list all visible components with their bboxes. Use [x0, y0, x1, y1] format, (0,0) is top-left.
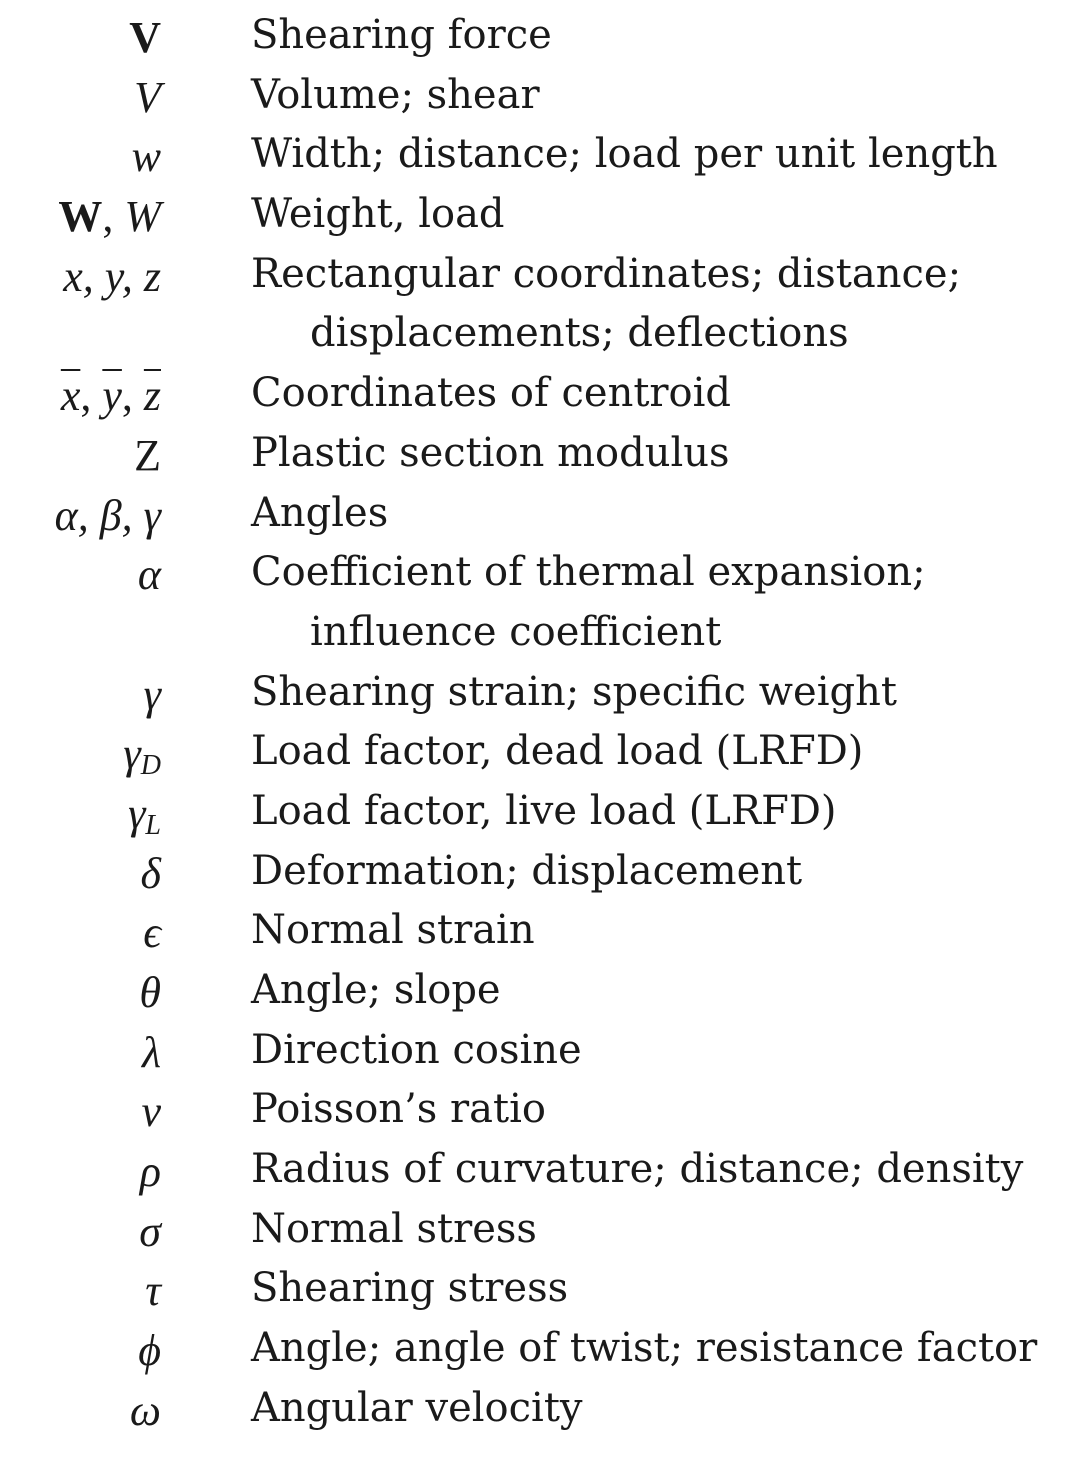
symbol: α [137, 550, 161, 600]
symbol: W, W [58, 192, 161, 242]
symbol: $\overline{x}$, $\overline{y}$, $\overline{z}$ [60, 371, 161, 421]
list-item-load-factor-live [0, 780, 1085, 840]
list-item-normal-strain [0, 899, 1085, 959]
list-item-poissons-ratio [0, 1078, 1085, 1138]
description: Plastic section modulus [251, 429, 730, 476]
description: Radius of curvature; distance; density [251, 1146, 1024, 1193]
symbol: ϵ [143, 908, 161, 958]
symbol: ϕ [138, 1326, 161, 1376]
description: Deformation; displacement [251, 847, 803, 894]
list-item-rectangular-coordinates [0, 243, 1085, 362]
description: Normal strain [251, 907, 535, 954]
list-item-weight [0, 183, 1085, 243]
list-item-shearing-strain [0, 661, 1085, 721]
description: Angle; slope [251, 967, 501, 1014]
description: Width; distance; load per unit length [251, 131, 998, 178]
list-item-angle-of-twist [0, 1317, 1085, 1377]
symbol: θ [139, 968, 161, 1018]
symbol: V [129, 13, 161, 62]
description: Angular velocity [251, 1384, 583, 1431]
symbol-list [0, 4, 1085, 1437]
description: Weight, load [251, 191, 505, 238]
symbol: Z [134, 430, 161, 480]
symbol: γ [143, 669, 161, 719]
symbol: x, y, z [63, 251, 161, 301]
list-item-volume [0, 64, 1085, 124]
symbol: λ [141, 1027, 161, 1077]
list-item-normal-stress [0, 1198, 1085, 1258]
description: Volume; shear [251, 71, 540, 118]
list-item-shearing-stress [0, 1257, 1085, 1317]
symbol: σ [139, 1206, 161, 1256]
description: Load factor, dead load (LRFD) [251, 728, 864, 775]
list-item-deformation [0, 840, 1085, 900]
symbol: $\gamma_D$ [123, 729, 161, 782]
list-item-thermal-expansion [0, 541, 1085, 660]
symbol: δ [140, 848, 161, 898]
description: Direction cosine [251, 1026, 582, 1073]
description: Poisson’s ratio [251, 1086, 546, 1133]
symbol: w [131, 132, 161, 182]
description: Shearing force [251, 12, 552, 58]
symbol: V [134, 72, 161, 122]
description: Angles [251, 489, 389, 536]
description: Load factor, live load (LRFD) [251, 787, 837, 834]
description: Angle; angle of twist; resistance factor [251, 1325, 1038, 1372]
description: Coordinates of centroid [251, 370, 731, 417]
list-item-centroid [0, 362, 1085, 422]
description [251, 245, 1051, 364]
list-item-angular-velocity [0, 1377, 1085, 1437]
list-item-angle-slope [0, 959, 1085, 1019]
list-item-direction-cosine [0, 1019, 1085, 1079]
list-item-shearing-force [0, 4, 1085, 64]
list-item-angles [0, 482, 1085, 542]
description-line: Rectangular coordinates; distance; [251, 250, 962, 297]
symbol: ρ [139, 1147, 161, 1197]
list-item-plastic-section-modulus [0, 422, 1085, 482]
list-item-radius-of-curvature [0, 1138, 1085, 1198]
description-continuation: influence coefficient [310, 608, 722, 655]
description: Shearing stress [251, 1265, 569, 1312]
list-item-width [0, 123, 1085, 183]
description-continuation: displacements; deflections [310, 310, 849, 357]
description: Normal stress [251, 1205, 537, 1252]
symbol: α, β, γ [54, 490, 161, 540]
description [251, 543, 1051, 662]
list-item-load-factor-dead [0, 720, 1085, 780]
description-line: Coefficient of thermal expansion; [251, 549, 926, 596]
symbol: ω [129, 1385, 161, 1435]
description: Shearing strain; specific weight [251, 668, 897, 715]
symbol: ν [141, 1087, 161, 1137]
symbol: $\gamma_L$ [128, 788, 161, 841]
symbol: τ [145, 1266, 161, 1316]
